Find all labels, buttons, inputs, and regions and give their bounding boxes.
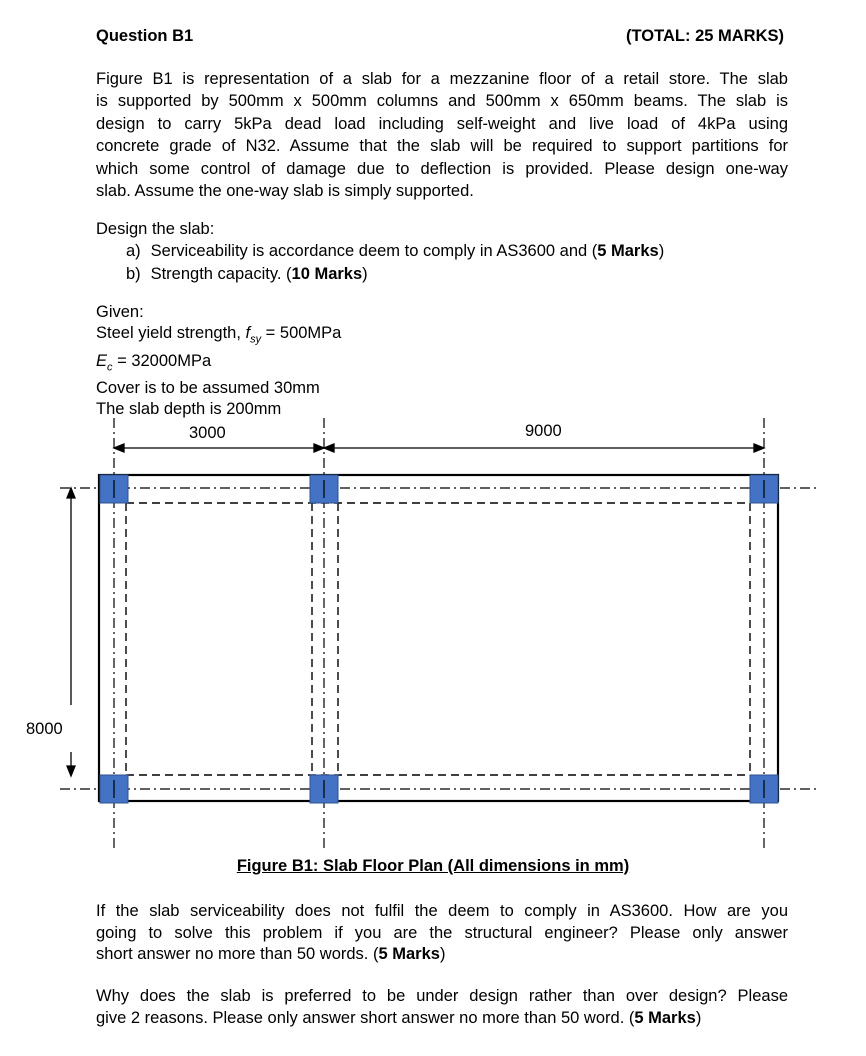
given-heading: Given: [96, 303, 144, 321]
slab-outline [99, 475, 778, 801]
arrow-head [114, 444, 124, 452]
question-2-text: short answer no more than 50 words. ( [96, 945, 379, 963]
item-label: b) [126, 264, 141, 283]
intro-line: slab. Assume the one-way slab is simply supported. [96, 182, 474, 201]
fsy-symbol: f [245, 324, 251, 343]
dim-label-9000: 9000 [525, 422, 562, 440]
arrow-head [754, 444, 764, 452]
item-close: ) [658, 242, 665, 261]
intro-line: concrete grade of N32. Assume that the slab will be required to support partitions for [96, 137, 788, 156]
question-3-marks: 5 Marks [634, 1008, 696, 1027]
intro-line: Figure B1 is representation of a slab for a mezzanine floor of a retail store. The slab [96, 70, 788, 88]
question-2-close: ) [439, 945, 446, 963]
item-text: Serviceability is accordance deem to comply in AS3600 and ( [150, 242, 598, 261]
intro-line: which some control of damage due to deflection is provided. Please design one-way [96, 159, 788, 178]
grid-lines [60, 418, 820, 850]
arrow-head [67, 766, 75, 776]
item-marks: 10 Marks [291, 264, 363, 283]
item-marks: 5 Marks [597, 242, 659, 261]
intro-line: design to carry 5kPa dead load including self-weight and live load of 4kPa using [96, 114, 788, 133]
figure-caption: Figure B1: Slab Floor Plan (All dimensions in mm) [236, 857, 630, 875]
question-3 [96, 986, 788, 1029]
item-close: ) [362, 264, 368, 283]
question-2-line: If the slab serviceability does not fulfil the deem to comply in AS3600. How are you [96, 902, 788, 920]
question-3-text: give 2 reasons. Please only answer short answer no more than 50 word. ( [96, 1008, 635, 1027]
ec-subscript: c [107, 361, 113, 373]
question-3-last-line [96, 1008, 788, 1030]
given-cover: Cover is to be assumed 30mm [96, 379, 320, 398]
question-3-close: ) [695, 1008, 702, 1027]
dimension-lines [67, 444, 764, 776]
question-2-marks: 5 Marks [378, 945, 440, 963]
item-text: Strength capacity. ( [150, 264, 292, 283]
fsy-subscript: sy [250, 333, 262, 346]
beam-edges [126, 503, 750, 775]
dim-label-8000: 8000 [26, 720, 63, 738]
question-total-marks: (TOTAL: 25 MARKS) [626, 27, 784, 45]
fsy-value: = 500MPa [261, 324, 342, 343]
intro-line: is supported by 500mm x 500mm columns and 500mm x 650mm beams. The slab is [96, 92, 788, 111]
question-title: Question B1 [96, 27, 194, 45]
question-2-line: going to solve this problem if you are the structural engineer? Please only answer [96, 923, 788, 942]
item-label: a) [126, 242, 141, 261]
question-2-last-line [96, 944, 788, 966]
question-2 [96, 901, 788, 966]
ec-value: = 32000MPa [112, 351, 212, 370]
column-centre-marks [114, 480, 764, 798]
given-depth: The slab depth is 200mm [96, 400, 282, 419]
question-3-line: Why does the slab is preferred to be under design rather than over design? Please [96, 987, 788, 1005]
design-heading: Design the slab: [96, 220, 215, 238]
arrow-head [324, 444, 334, 452]
columns [100, 475, 778, 803]
fsy-label: Steel yield strength, [96, 324, 246, 343]
dim-label-3000: 3000 [189, 424, 226, 442]
ec-symbol: E [96, 351, 108, 370]
arrow-head [67, 488, 75, 498]
